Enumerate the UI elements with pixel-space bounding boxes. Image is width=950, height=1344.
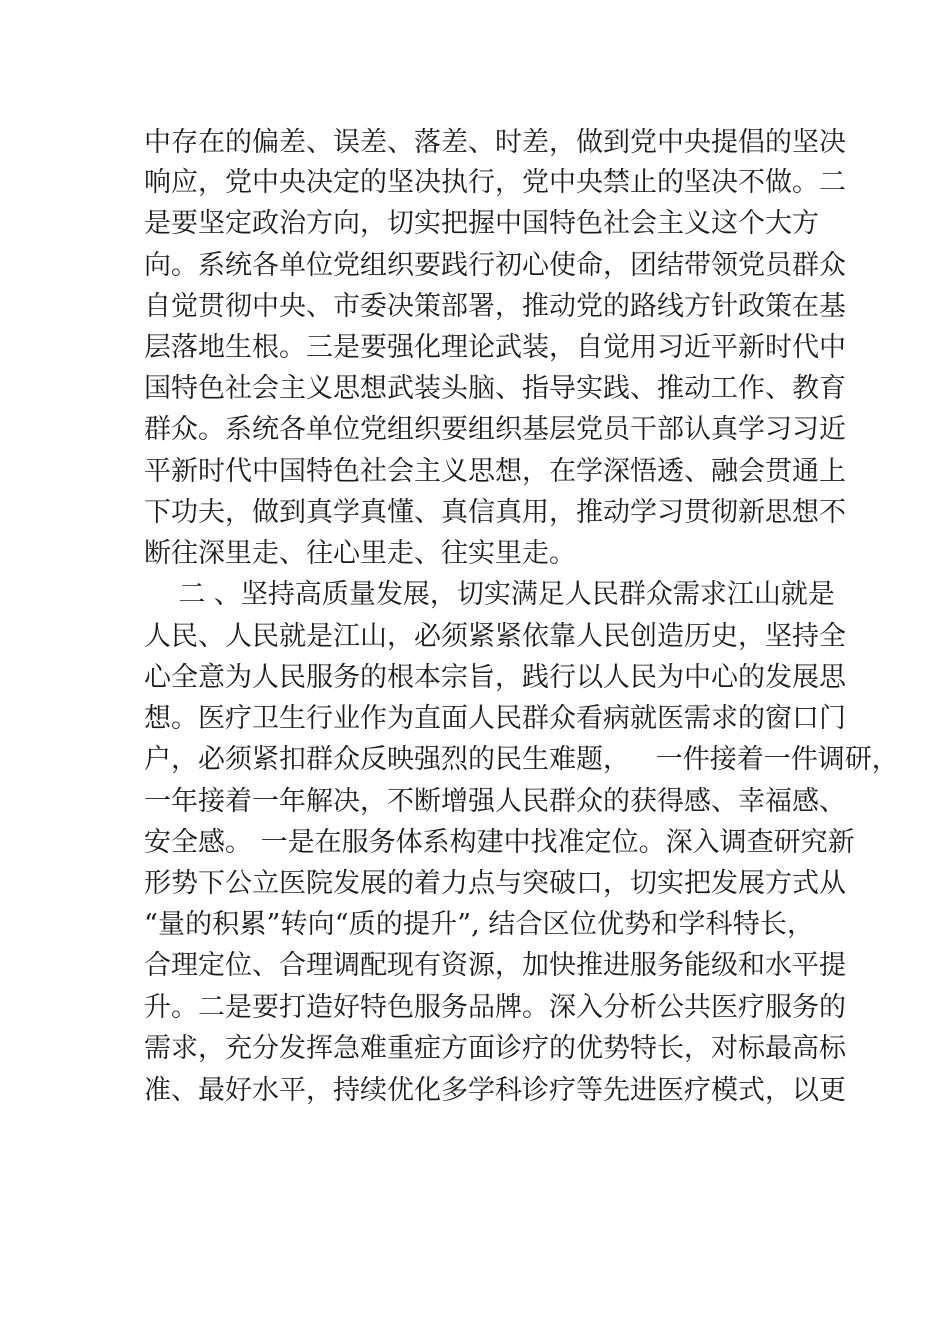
text-line: 中存在的偏差、误差、落差、时差，做到党中央提倡的坚决: [144, 127, 846, 158]
text-line: 想。医疗卫生行业作为直面人民群众看病就医需求的窗口门: [144, 703, 846, 734]
text-line: 形势下公立医院发展的着力点与突破口，切实把发展方式从: [144, 868, 846, 899]
text-line: 户，必须紧扣群众反映强烈的民生难题， 一件接着一件调研，: [144, 744, 899, 775]
text-line: 心全意为人民服务的根本宗旨，践行以人民为中心的发展思: [144, 662, 846, 693]
text-line: 自觉贯彻中央、市委决策部署，推动党的路线方针政策在基: [144, 291, 846, 322]
text-line: 升。二是要打造好特色服务品牌。深入分析公共医疗服务的: [144, 992, 846, 1023]
text-line: 层落地生根。三是要强化理论武装，自觉用习近平新时代中: [144, 332, 846, 363]
text-line: 准、最好水平，持续优化多学科诊疗等先进医疗模式，以更: [144, 1075, 846, 1106]
text-line: 下功夫，做到真学真懂、真信真用，推动学习贯彻新思想不: [144, 497, 846, 528]
text-line: 安全感。 一是在服务体系构建中找准定位。深入调查研究新: [144, 827, 855, 858]
text-line: 响应，党中央决定的坚决执行，党中央禁止的坚决不做。二: [144, 167, 846, 198]
text-line: 二 、坚持高质量发展，切实满足人民群众需求江山就是: [144, 579, 835, 610]
text-line: 群众。系统各单位党组织要组织基层党员干部认真学习习近: [144, 414, 846, 445]
text-line: 一年接着一年解决，不断增强人民群众的获得感、幸福感、: [144, 786, 846, 817]
text-line: 断往深里走、往心里走、往实里走。: [144, 538, 576, 569]
text-line: 向。系统各单位党组织要践行初心使命，团结带领党员群众: [144, 250, 846, 281]
text-line: 人民、人民就是江山，必须紧紧依靠人民创造历史，坚持全: [144, 621, 846, 652]
text-line: 平新时代中国特色社会主义思想，在学深悟透、融会贯通上: [144, 456, 846, 487]
text-line: 需求，充分发挥急难重症方面诊疗的优势特长，对标最高标: [144, 1033, 846, 1064]
text-line: 是要坚定政治方向，切实把握中国特色社会主义这个大方: [144, 208, 819, 239]
text-line: 合理定位、合理调配现有资源，加快推进服务能级和水平提: [144, 950, 846, 981]
text-line: 国特色社会主义思想武装头脑、指导实践、推动工作、教育: [144, 373, 846, 404]
text-line: “量的积累”转向“质的提升”, 结合区位优势和学科特长，: [144, 909, 814, 940]
